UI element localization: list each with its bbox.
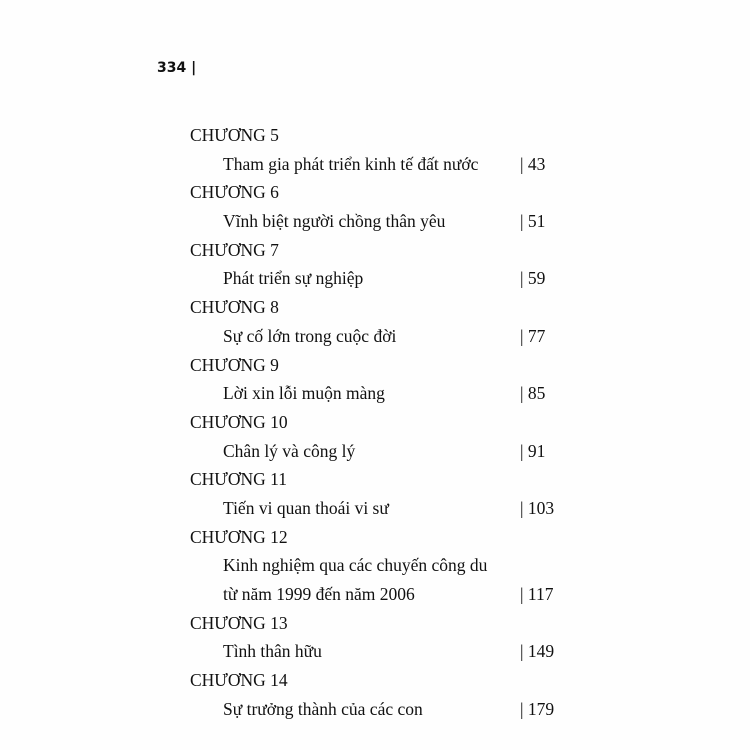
chapter-page-ref: | 85 <box>520 383 546 404</box>
chapter-heading: CHƯƠNG 7 <box>190 239 279 260</box>
chapter-page-ref: | 91 <box>520 440 546 461</box>
chapter-heading: CHƯƠNG 12 <box>190 526 288 547</box>
chapter-heading: CHƯƠNG 9 <box>190 354 279 375</box>
chapter-title: Kinh nghiệm qua các chuyến công du <box>223 555 488 576</box>
chapter-page-ref: | 59 <box>520 268 546 289</box>
chapter-title-line <box>190 494 570 523</box>
chapter-title-line <box>190 551 570 580</box>
page-number: 334 | <box>157 60 197 76</box>
chapter-heading: CHƯƠNG 14 <box>190 670 288 691</box>
chapter-title: Tình thân hữu <box>223 641 322 662</box>
chapter-title-line <box>190 264 570 293</box>
chapter-title-line <box>190 150 570 179</box>
table-of-contents <box>190 121 570 723</box>
chapter-page-ref: | 103 <box>520 497 555 518</box>
chapter-title-line <box>190 379 570 408</box>
chapter-heading: CHƯƠNG 13 <box>190 612 288 633</box>
chapter-title-line <box>190 322 570 351</box>
chapter-title: Tham gia phát triển kinh tế đất nước <box>223 153 479 174</box>
chapter-heading: CHƯƠNG 10 <box>190 411 288 432</box>
chapter-page-ref: | 179 <box>520 698 555 719</box>
chapter-page-ref: | 117 <box>520 584 554 604</box>
chapter-title-line <box>190 695 570 724</box>
chapter-page-ref: | 149 <box>520 641 555 662</box>
chapter-title: từ năm 1999 đến năm 2006 <box>223 584 415 604</box>
chapter-page-ref: | 43 <box>520 153 546 174</box>
chapter-title: Sự cố lớn trong cuộc đời <box>223 325 397 346</box>
chapter-title-line <box>190 207 570 236</box>
chapter-title: Phát triển sự nghiệp <box>223 268 364 289</box>
chapter-title: Lời xin lỗi muộn màng <box>223 383 385 404</box>
chapter-title: Vĩnh biệt người chồng thân yêu <box>223 211 446 232</box>
chapter-title-line <box>190 437 570 466</box>
chapter-title-line <box>190 637 570 666</box>
chapter-page-ref: | 77 <box>520 325 546 346</box>
chapter-heading: CHƯƠNG 6 <box>190 182 279 203</box>
chapter-title-line <box>190 580 570 609</box>
chapter-heading: CHƯƠNG 8 <box>190 297 279 318</box>
chapter-title: Sự trưởng thành của các con <box>223 698 423 719</box>
chapter-title: Chân lý và công lý <box>223 440 356 461</box>
chapter-heading: CHƯƠNG 11 <box>190 469 288 490</box>
chapter-heading: CHƯƠNG 5 <box>190 125 279 145</box>
chapter-title: Tiến vi quan thoái vi sư <box>223 497 389 518</box>
chapter-page-ref: | 51 <box>520 211 546 232</box>
